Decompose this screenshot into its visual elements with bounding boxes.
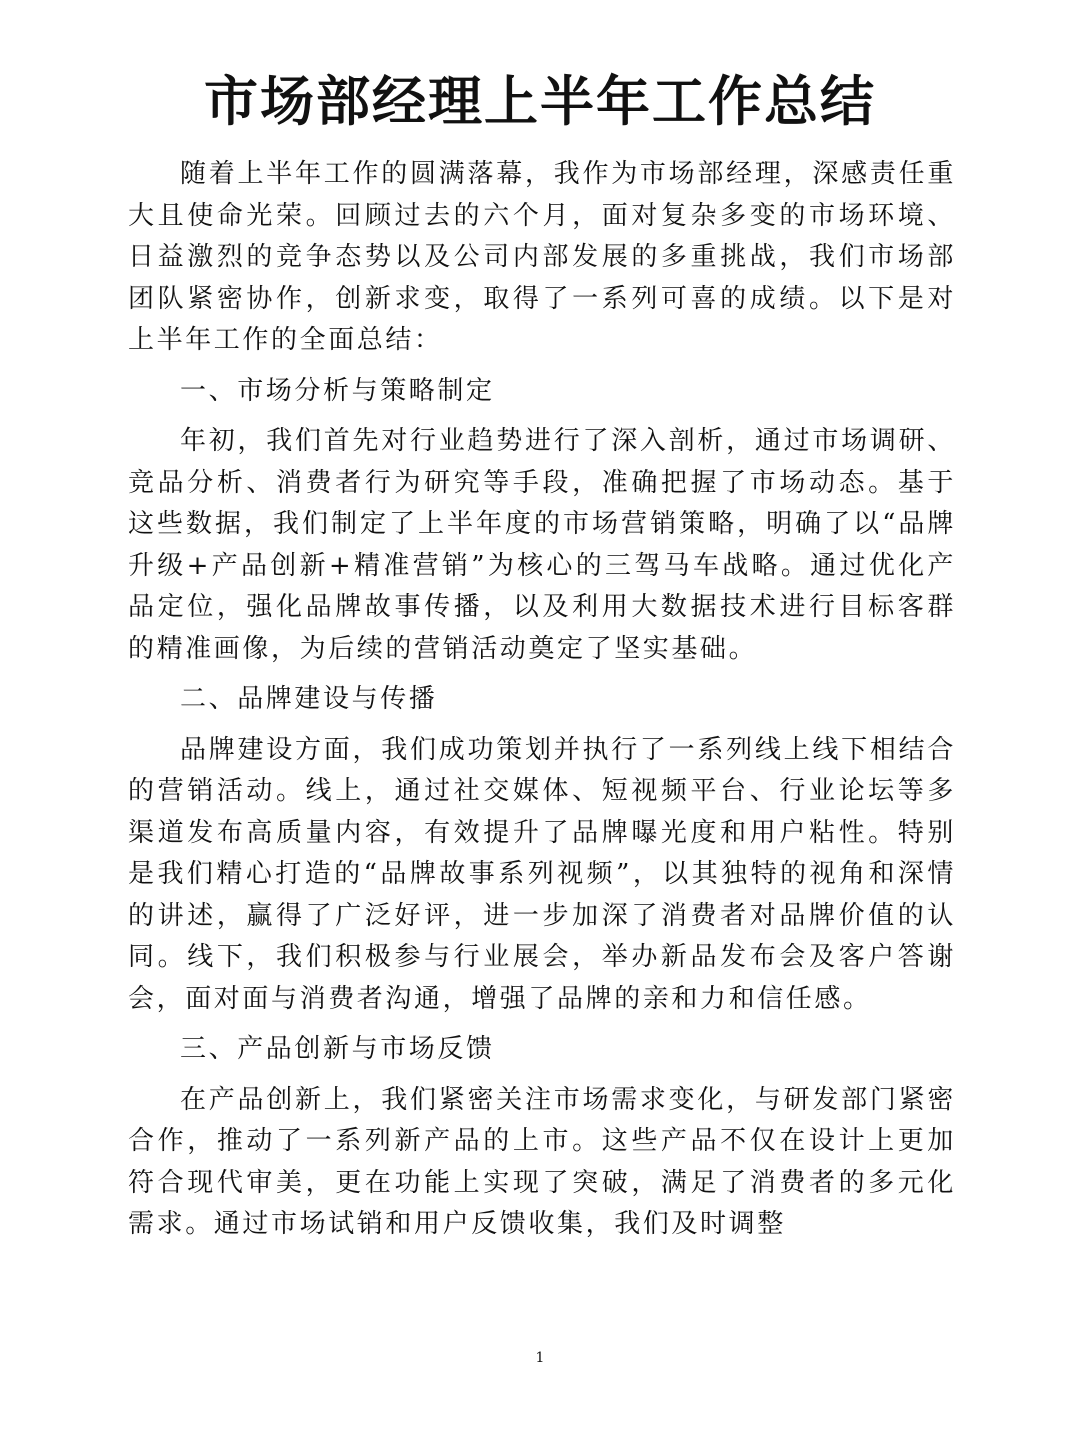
section-heading-product-innovation: 三、产品创新与市场反馈 bbox=[180, 1034, 495, 1064]
intro-paragraph: 随着上半年工作的圆满落幕，我作为市场部经理，深感责任重大且使命光荣。回顾过去的六个月，面对复杂多变的市场环境、日益激烈的竞争态势以及公司内部发展的多重挑战，我们市场部团队紧密协作，创新求变，取得了一系列可喜的成绩。以下是对上半年工作的全面总结： bbox=[128, 159, 956, 355]
page-number: 1 bbox=[535, 1350, 545, 1366]
document-body bbox=[128, 154, 956, 1246]
document-title: 市场部经理上半年工作总结 bbox=[204, 69, 876, 133]
section-body-market-analysis: 年初，我们首先对行业趋势进行了深入剖析，通过市场调研、竞品分析、消费者行为研究等手段，准确把握了市场动态。基于这些数据，我们制定了上半年度的市场营销策略，明确了以“品牌升级+产品创新+精准营销”为核心的三驾马车战略。通过优化产品定位，强化品牌故事传播，以及利用大数据技术进行目标客群的精准画像，为后续的营销活动奠定了坚实基础。 bbox=[128, 426, 956, 664]
section-heading-brand-building: 二、品牌建设与传播 bbox=[180, 684, 438, 714]
section-heading-market-analysis: 一、市场分析与策略制定 bbox=[180, 375, 495, 406]
section-body-brand-building: 品牌建设方面，我们成功策划并执行了一系列线上线下相结合的营销活动。线上，通过社交媒体、短视频平台、行业论坛等多渠道发布高质量内容，有效提升了品牌曝光度和用户粘性。特别是我们精心打造的“品牌故事系列视频”，以其独特的视角和深情的讲述，赢得了广泛好评，进一步加深了消费者对品牌价值的认同。线下，我们积极参与行业展会，举办新品发布会及客户答谢会，面对面与消费者沟通，增强了品牌的亲和力和信任感。 bbox=[128, 734, 956, 1014]
section-body-product-innovation: 在产品创新上，我们紧密关注市场需求变化，与研发部门紧密合作，推动了一系列新产品的上市。这些产品不仅在设计上更加符合现代审美，更在功能上实现了突破，满足了消费者的多元化需求。通过市场试销和用户反馈收集，我们及时调整 bbox=[128, 1084, 956, 1239]
